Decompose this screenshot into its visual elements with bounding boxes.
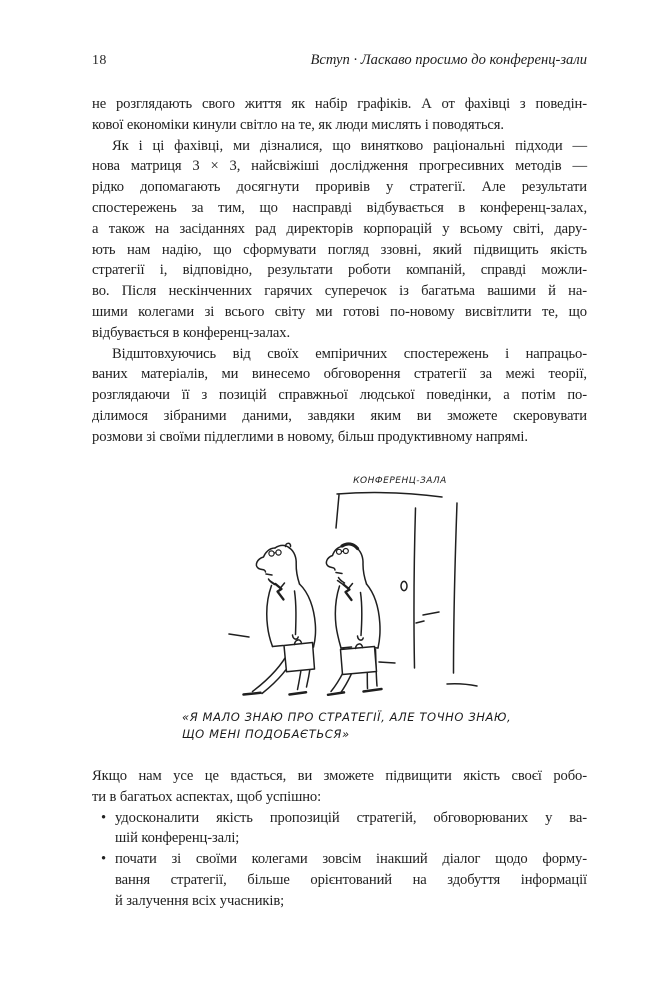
text-line: розмови зі своїми підлеглими в новому, більш продуктивному напрямі. [92,428,528,445]
briefcase-left [284,640,315,672]
glasses [276,550,281,555]
text-line: ділимося зібраними даними, завдяки яким ви зможете скеровувати [92,407,587,424]
caption-line: «Я МАЛО ЗНАЮ ПРО СТРАТЕГІЇ, АЛЕ ТОЧНО ЗНАЮ, [182,710,512,724]
text-line: не розглядають свого життя як набір графіків. А от фахівці з поведін- [92,96,587,112]
list-item-text: удосконалити якість пропозицій стратегій, обговорюваних у ва- [115,809,587,826]
text-line: Як і ці фахівці, ми дізналися, що винятково раціональні підходи — [112,137,587,154]
text-line: кової економіки кинули світло на те, як люди мислять і поводяться. [92,116,504,133]
necktie [344,585,352,601]
text-line: во. Після нескінченних гарячих суперечок із багатьма вашими й на- [92,283,587,300]
text-line: розглядаючи її з позицій справжньої людської поведінки, а потім по- [92,387,587,404]
text-line: Якщо нам усе це вдасться, ви зможете підвищити якість своєї робо- [92,768,587,784]
hair [342,544,358,549]
page-number: 18 [92,53,107,68]
text-line: й залучення всіх учасників; [115,892,285,909]
businessman-right [326,544,381,695]
text-line: шими колегами зі всього світу ми готові по-новому висвітлити те, що [92,303,587,320]
caption-line: ЩО МЕНІ ПОДОБАЄТЬСЯ» [182,727,350,741]
page-header [92,52,587,69]
text-line: відбувається в конференц-залах. [92,324,291,341]
glasses [269,551,274,556]
text-line: шій конференц-залі; [115,830,240,847]
shoe [328,692,344,694]
text-line: стратегії і, відповідно, результати роботи компаній, справді можли- [92,262,587,279]
shoe [364,689,382,692]
door-label: КОНФЕРЕНЦ-ЗАЛА [353,476,447,486]
necktie [276,584,284,600]
floor-line [379,662,395,663]
door-frame [229,493,477,686]
glasses [343,549,348,554]
glasses [337,549,342,554]
floor-line [447,684,477,686]
door-edge [414,508,416,668]
text-line: ють нам надію, що сформувати погляд ззовні, який підвищить якість [92,241,587,258]
text-line: а також на засіданнях рад директорів корпорацій у всьому світі, дару- [92,220,587,237]
shoe [244,693,261,695]
shoe [290,692,307,694]
bullet-marker: • [101,809,107,826]
body-text-bottom [92,766,587,912]
door-knob [401,581,407,590]
running-head: Вступ · Ласкаво просимо до конференц-зали [310,52,587,68]
text-line: спостережень за тим, що насправді відбувається в конференц-залах, [92,199,587,216]
text-line: ваних матеріалів, ми винесемо обговорення стратегії за межі теорії, [92,366,587,383]
text-line: нова матриця 3 × 3, найсвіжіші дослідження прогресивних методів — [92,158,587,175]
cartoon-caption [182,709,512,743]
businessman-left [244,543,316,694]
text-line: Відштовхуючись від своїх емпіричних спостережень і напрацьо- [112,345,587,362]
body-text-top [92,94,587,448]
bullet-marker: • [101,851,107,868]
text-line: вання стратегії, більше орієнтований на здобуття інформації [115,871,587,888]
floor-line [229,634,249,637]
text-line: ти в багатьох аспектах, щоб успішно: [92,788,322,805]
briefcase-right [341,644,377,675]
list-item [92,849,587,870]
list-item [92,808,587,829]
text-line: рідко допомагають досягнути проривів у стратегії. Але результати [92,179,587,196]
list-item-text: почати зі своїми колегами зовсім інакший діалог щодо форму- [115,851,587,868]
